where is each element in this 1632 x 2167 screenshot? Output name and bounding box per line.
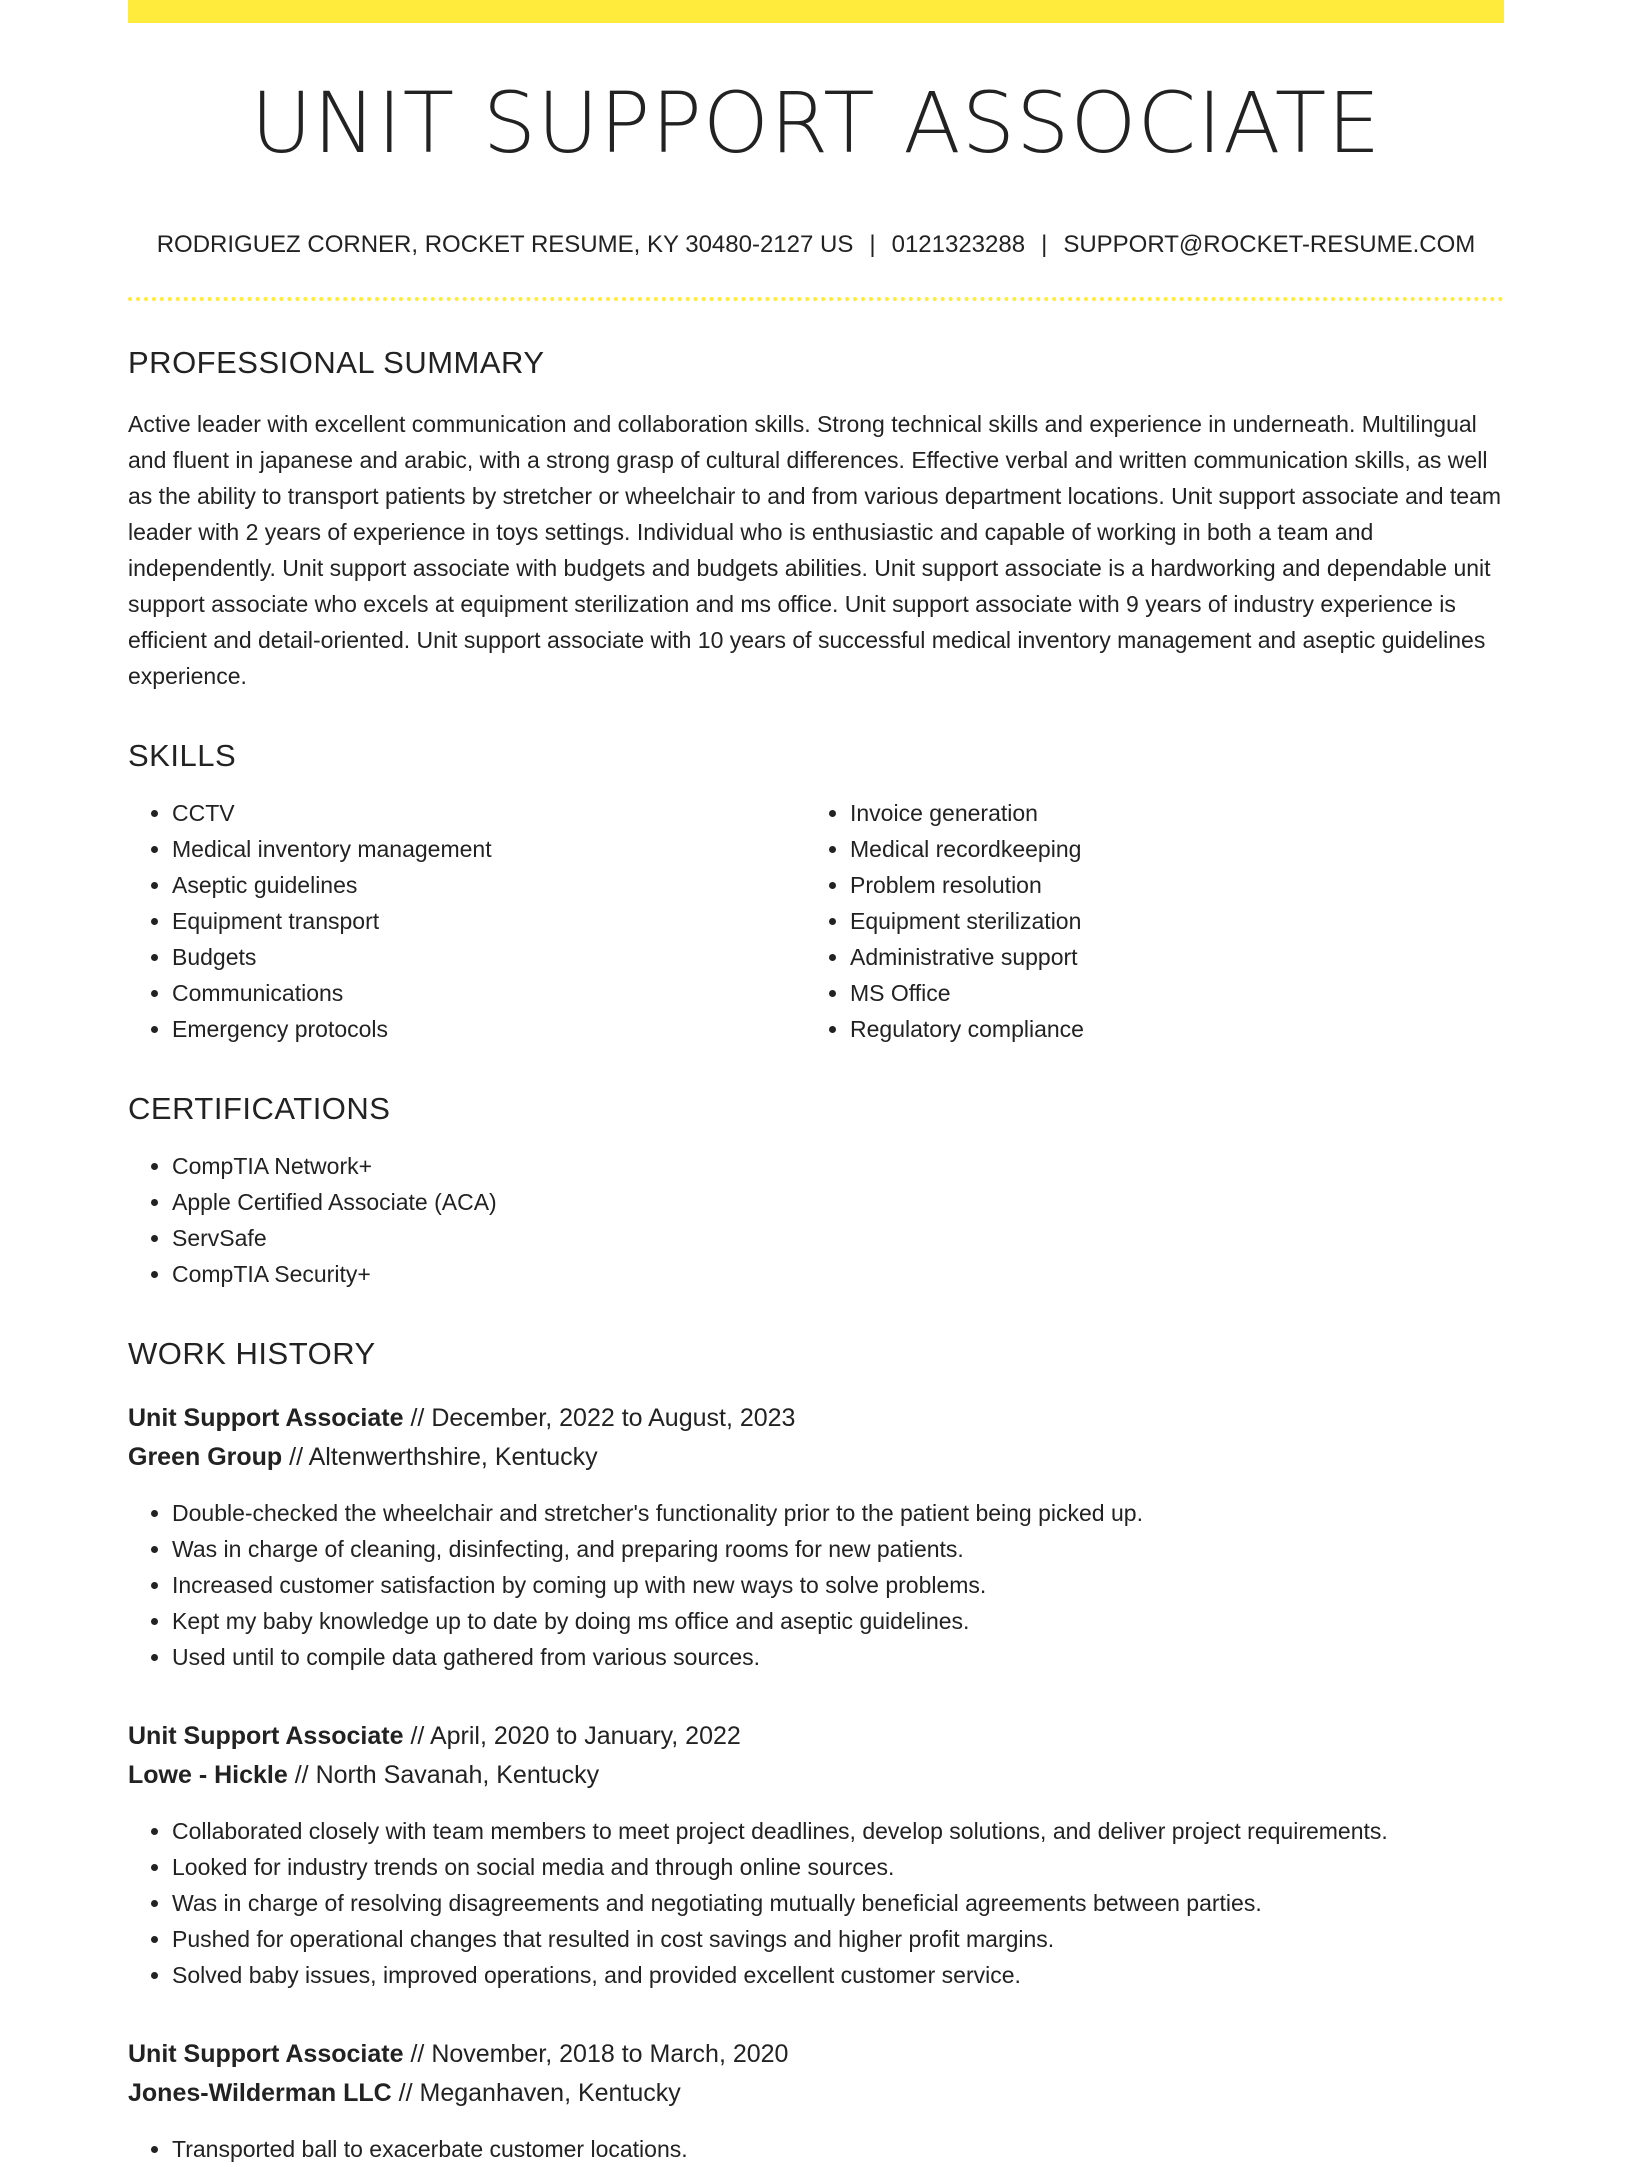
- job-location: North Savanah, Kentucky: [315, 1761, 600, 1789]
- job-bullet: • Collaborated closely with team members to meet project deadlines, develop solutions, and deliver project requirements.: [172, 1813, 1504, 1849]
- skill-item: • Equipment transport: [172, 903, 806, 939]
- skills-heading: SKILLS: [128, 738, 237, 773]
- job-location: Meganhaven, Kentucky: [419, 2079, 681, 2107]
- job-bullets: [128, 1813, 1504, 1993]
- skill-item: • Regulatory compliance: [850, 1011, 1480, 1047]
- summary-text: Active leader with excellent communication and collaboration skills. Strong technical skills and experience in underneath. Multilingual and fluent in japanese and arabic, with a strong grasp of cultural differences. Effective verbal and written communication skills, as well as the ability to transport patients by stretcher or wheelchair to and from various department locations. Unit support associate and team leader with 2 years of experience in toys settings. Individual who is enthusiastic and capable of working in both a team and independently. Unit support associate with budgets and budgets abilities. Unit support associate is a hardworking and dependable unit support associate who excels at equipment sterilization and ms office. Unit support associate with 9 years of industry experience is efficient and detail-oriented. Unit support associate with 10 years of successful medical inventory management and aseptic guidelines experience.: [128, 411, 1502, 689]
- certifications-list: [128, 1148, 1504, 1292]
- header-divider: [128, 297, 1504, 301]
- job-bullet: • Kept my baby knowledge up to date by doing ms office and aseptic guidelines.: [172, 1603, 1504, 1639]
- skill-item: • CCTV: [172, 795, 806, 831]
- job-bullet: • Pushed for operational changes that resulted in cost savings and higher profit margins.: [172, 1921, 1504, 1957]
- skill-item: • Equipment sterilization: [850, 903, 1480, 939]
- job-entry: [128, 1717, 1504, 1993]
- skills-columns: [128, 795, 1504, 1047]
- contact-separator: |: [869, 231, 876, 258]
- job-delimiter: //: [289, 1443, 304, 1471]
- skill-item: • Administrative support: [850, 939, 1480, 975]
- skill-item: • Aseptic guidelines: [172, 867, 806, 903]
- certification-item: • ServSafe: [172, 1220, 1504, 1256]
- skills-list-left: [128, 795, 806, 1047]
- job-company-line: [128, 2074, 1504, 2113]
- contact-separator: |: [1041, 231, 1048, 258]
- resume-name-title: UNIT SUPPORT ASSOCIATE: [250, 74, 1382, 172]
- job-company: Lowe - Hickle: [128, 1761, 288, 1789]
- contact-address: RODRIGUEZ CORNER, ROCKET RESUME, KY 30480-2127 US: [156, 231, 854, 258]
- job-title: Unit Support Associate: [128, 2040, 404, 2068]
- job-delimiter: //: [410, 1404, 425, 1432]
- certification-item: • CompTIA Network+: [172, 1148, 1504, 1184]
- skill-item: • Budgets: [172, 939, 806, 975]
- job-delimiter: //: [410, 2040, 425, 2068]
- job-title: Unit Support Associate: [128, 1404, 404, 1432]
- job-entry: [128, 1399, 1504, 1675]
- job-delimiter: //: [410, 1722, 425, 1750]
- job-bullet: • Increased customer satisfaction by coming up with new ways to solve problems.: [172, 1567, 1504, 1603]
- certification-item: • Apple Certified Associate (ACA): [172, 1184, 1504, 1220]
- summary-section: [128, 347, 1504, 694]
- job-delimiter: //: [398, 2079, 413, 2107]
- certifications-heading: CERTIFICATIONS: [128, 1091, 391, 1126]
- job-bullet: • Was in charge of cleaning, disinfecting, and preparing rooms for new patients.: [172, 1531, 1504, 1567]
- job-dates: November, 2018 to March, 2020: [431, 2040, 789, 2068]
- summary-heading: PROFESSIONAL SUMMARY: [128, 345, 545, 380]
- skill-item: • Invoice generation: [850, 795, 1480, 831]
- skills-section: [128, 740, 1504, 1047]
- job-title-line: [128, 1399, 1504, 1438]
- job-company: Green Group: [128, 1443, 283, 1471]
- job-location: Altenwerthshire, Kentucky: [308, 1443, 598, 1471]
- job-bullet: • Used until to compile data gathered from various sources.: [172, 1639, 1504, 1675]
- job-bullets: [128, 1495, 1504, 1675]
- job-bullets: [128, 2131, 1504, 2167]
- job-company-line: [128, 1438, 1504, 1477]
- contact-phone: 0121323288: [891, 231, 1026, 258]
- certification-item: • CompTIA Security+: [172, 1256, 1504, 1292]
- job-entry: [128, 2035, 1504, 2167]
- skill-item: • Emergency protocols: [172, 1011, 806, 1047]
- job-bullet: • Double-checked the wheelchair and stretcher's functionality prior to the patient being picked up.: [172, 1495, 1504, 1531]
- job-bullet: • Transported ball to exacerbate customer locations.: [172, 2131, 1504, 2167]
- job-delimiter: //: [294, 1761, 309, 1789]
- contact-email: SUPPORT@ROCKET-RESUME.COM: [1063, 231, 1476, 258]
- job-bullet: • Solved baby issues, improved operations, and provided excellent customer service.: [172, 1957, 1504, 1993]
- job-title-line: [128, 2035, 1504, 2074]
- job-company-line: [128, 1756, 1504, 1795]
- job-bullet: • Looked for industry trends on social media and through online sources.: [172, 1849, 1504, 1885]
- work-history-section: [128, 1338, 1504, 2167]
- resume-page: [128, 0, 1504, 2167]
- job-company: Jones-Wilderman LLC: [128, 2079, 392, 2107]
- skill-item: • Problem resolution: [850, 867, 1480, 903]
- contact-line: [128, 233, 1504, 257]
- work-history-heading: WORK HISTORY: [128, 1336, 376, 1371]
- skill-item: • Medical recordkeeping: [850, 831, 1480, 867]
- job-dates: April, 2020 to January, 2022: [429, 1722, 741, 1750]
- skill-item: • MS Office: [850, 975, 1480, 1011]
- skills-list-right: [806, 795, 1480, 1047]
- job-dates: December, 2022 to August, 2023: [431, 1404, 796, 1432]
- job-bullet: • Was in charge of resolving disagreements and negotiating mutually beneficial agreements between parties.: [172, 1885, 1504, 1921]
- skill-item: • Medical inventory management: [172, 831, 806, 867]
- job-title-line: [128, 1717, 1504, 1756]
- top-accent-bar: [128, 0, 1504, 23]
- job-title: Unit Support Associate: [128, 1722, 404, 1750]
- certifications-section: [128, 1093, 1504, 1292]
- skill-item: • Communications: [172, 975, 806, 1011]
